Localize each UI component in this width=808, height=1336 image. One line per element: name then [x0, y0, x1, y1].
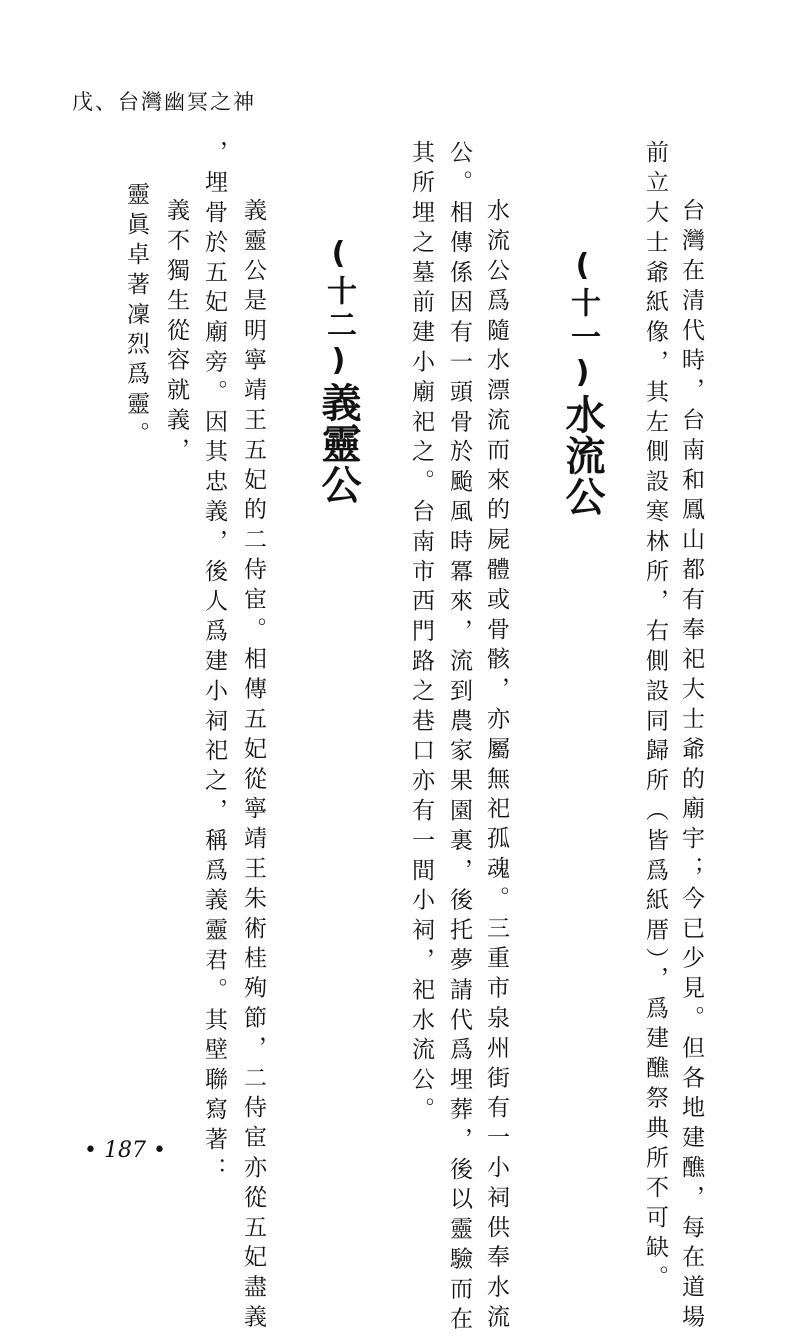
page-number: • 187 •	[84, 1138, 166, 1163]
body-line: 公。相傳係因有一頭骨於颱風時冪來，流到農家果園裏，後托夢請代爲埋葬，後以靈驗而在	[446, 140, 472, 1336]
body-line: 前立大士爺紙像，其左側設寒林所，右側設同歸所（皆爲紙厝），爲建醮祭典所不可缺。	[642, 140, 668, 1295]
section-number: (十一)	[565, 248, 600, 394]
couplet-line: 義不獨生從容就義，	[163, 198, 189, 468]
section-number: (十二)	[321, 236, 356, 382]
couplet-line: 靈眞卓著凜烈爲靈。	[123, 182, 149, 452]
body-line: ，埋骨於五妃廟旁。因其忠義，後人爲建小祠祀之，稱爲義靈君。其壁聯寫著：	[201, 140, 227, 1187]
body-line: 水流公爲隨水漂流而來的屍體或骨骸，亦屬無祀孤魂。三重市泉州街有一小祠供奉水流	[483, 198, 509, 1335]
body-line: 其所埋之墓前建小廟祀之。台南市西門路之巷口亦有一間小祠，祀水流公。	[408, 140, 434, 1127]
section-title: 水流公	[559, 394, 605, 517]
section-title: 義靈公	[315, 382, 361, 505]
body-line: 義靈公是明寧靖王五妃的二侍宦。相傳五妃從寧靖王朱術桂殉節，二侍宦亦從五妃盡義	[240, 198, 266, 1335]
body-line: 台灣在清代時，台南和鳳山都有奉祀大士爺的廟宇；今已少見。但各地建醮，每在道場	[678, 198, 704, 1335]
running-header: 戊、台灣幽冥之神	[72, 90, 256, 114]
section-heading	[315, 236, 361, 505]
section-heading	[559, 248, 605, 517]
